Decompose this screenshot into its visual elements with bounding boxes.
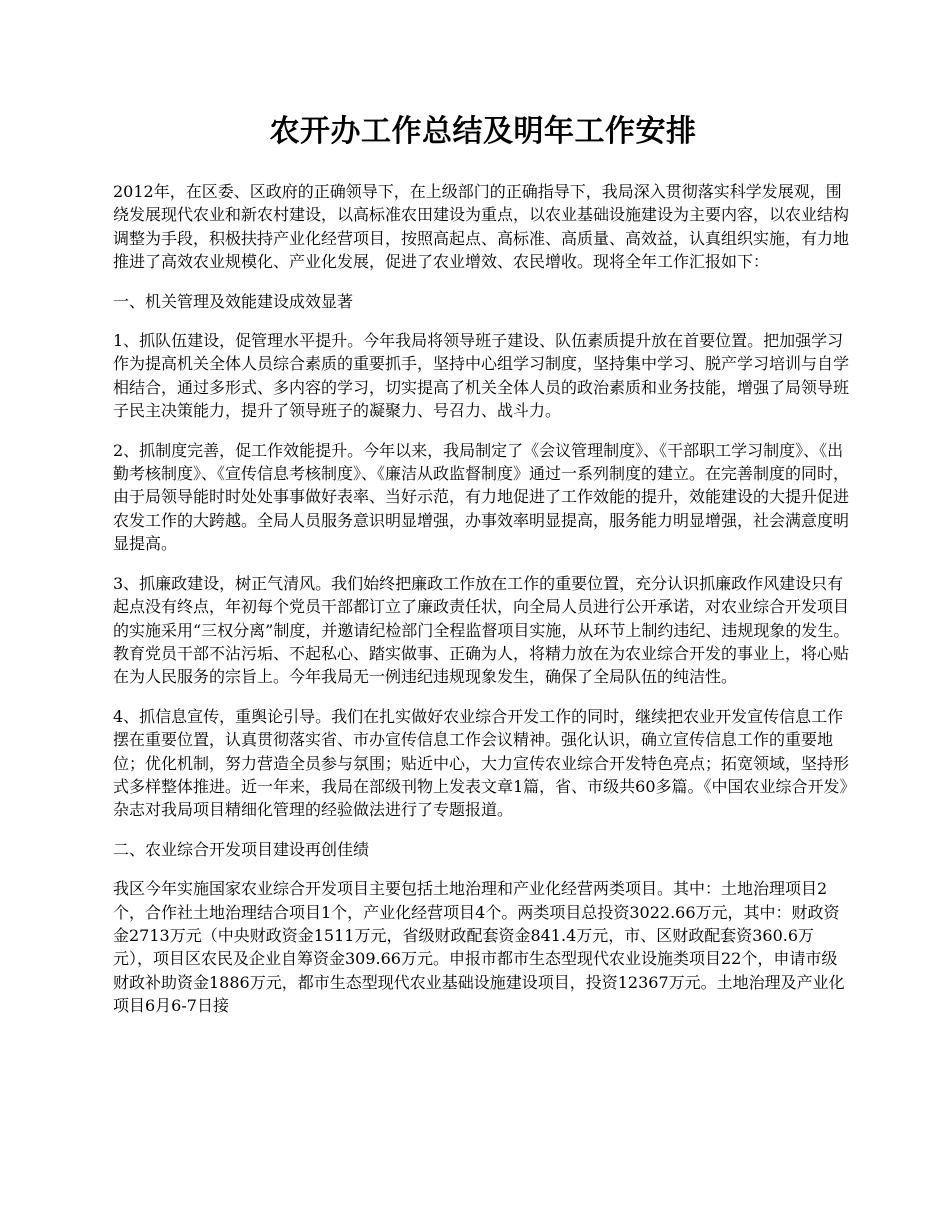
section-heading-2: 二、农业综合开发项目建设再创佳绩 — [113, 839, 370, 859]
intro-paragraph: 2012年，在区委、区政府的正确领导下，在上级部门的正确指导下，我局深入贯彻落实科学发展观，围绕发展现代农业和新农村建设，以高标准农田建设为重点，以农业基础设施建设为主要内容，以农业结构调整为手段，积极扶持产业化经营项目，按照高起点、高标准、高质量、高效益，认真组织实施，有力地推进了高效农业规模化、产业化发展，促进了农业增效、农民增收。现将全年工作汇报如下： — [113, 182, 850, 272]
paragraph-item-1: 1、抓队伍建设，促管理水平提升。今年我局将领导班子建设、队伍素质提升放在首要位置。把加强学习作为提高机关全体人员综合素质的重要抓手，坚持中心组学习制度，坚持集中学习、脱产学习培训与自学相结合，通过多形式、多内容的学习，切实提高了机关全体人员的政治素质和业务技能，增强了局领导班子民主决策能力，提升了领导班子的凝聚力、号召力、战斗力。 — [113, 331, 850, 421]
document-body — [113, 180, 853, 1018]
document-title: 农开办工作总结及明年工作安排 — [269, 114, 697, 149]
paragraph-item-2: 2、抓制度完善，促工作效能提升。今年以来，我局制定了《会议管理制度》、《干部职工学习制度》、《出勤考核制度》、《宣传信息考核制度》、《廉洁从政监督制度》通过一系列制度的建立。在完善制度的同时，由于局领导能时时处处事事做好表率、当好示范，有力地促进了工作效能的提升，效能建设的大提升促进农发工作的大跨越。全局人员服务意识明显增强，办事效率明显提高，服务能力明显增强，社会满意度明显提高。 — [113, 440, 850, 554]
paragraph-item-4: 4、抓信息宣传，重舆论引导。我们在扎实做好农业综合开发工作的同时，继续把农业开发宣传信息工作摆在重要位置，认真贯彻落实省、市办宣传信息工作会议精神。强化认识，确立宣传信息工作的重要地位；优化机制，努力营造全员参与氛围；贴近中心，大力宣传农业综合开发特色亮点；拓宽领域，坚持形式多样整体推进。近一年来，我局在部级刊物上发表文章1篇，省、市级共60多篇。《中国农业综合开发》杂志对我局项目精细化管理的经验做法进行了专题报道。 — [113, 706, 850, 820]
document-page — [113, 110, 853, 1034]
paragraph-item-3: 3、抓廉政建设，树正气清风。我们始终把廉政工作放在工作的重要位置，充分认识抓廉政作风建设只有起点没有终点，年初每个党员干部都订立了廉政责任状，向全局人员进行公开承诺，对农业综合开发项目的实施采用“三权分离”制度，并邀请纪检部门全程监督项目实施，从环节上制约违纪、违规现象的发生。教育党员干部不沾污垢、不起私心、踏实做事、正确为人，将精力放在为农业综合开发的事业上，将心贴在为人民服务的宗旨上。今年我局无一例违纪违规现象发生，确保了全局队伍的纯洁性。 — [113, 573, 850, 687]
section-2-paragraph: 我区今年实施国家农业综合开发项目主要包括土地治理和产业化经营两类项目。其中：土地治理项目2个，合作社土地治理结合项目1个，产业化经营项目4个。两类项目总投资3022.66万元，其中：财政资金2713万元（中央财政资金1511万元，省级财政配套资金841.4万元，市、区财政配套资360.6万元），项目区农民及企业自筹资金309.66万元。申报市都市生态型现代农业设施类项目22个，申请市级财政补助资金1886万元，都市生态型现代农业基础设施建设项目，投资12367万元。土地治理及产业化项目6月6-7日接 — [113, 879, 845, 1016]
section-heading-1: 一、机关管理及效能建设成效显著 — [113, 291, 354, 311]
